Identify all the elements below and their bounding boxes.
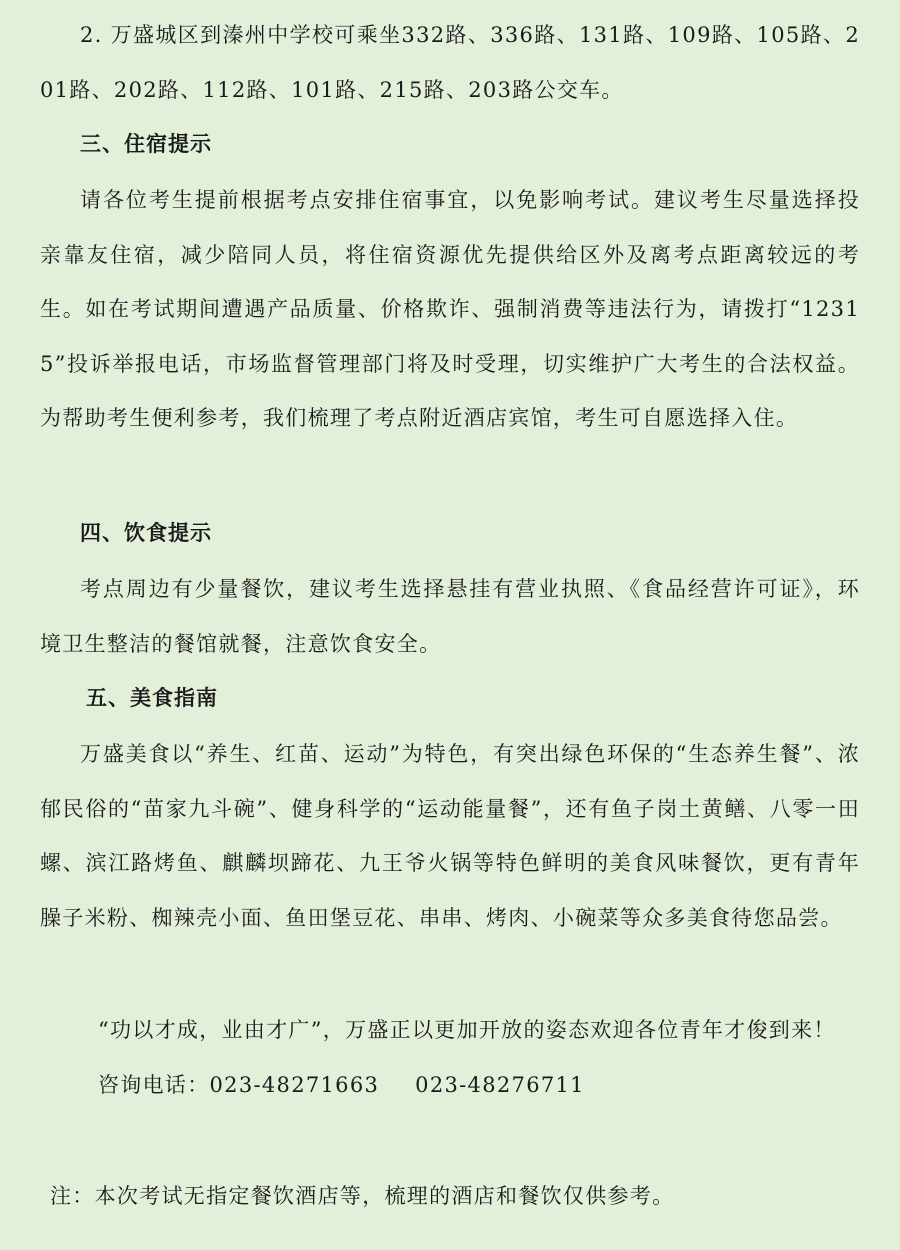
phone-label: 咨询电话： — [98, 1073, 210, 1097]
section-heading-food-guide: 五、美食指南 — [86, 686, 218, 710]
section-body-lodging: 请各位考生提前根据考点安排住宿事宜，以免影响考试。建议考生尽量选择投亲靠友住宿，减少陪同人员，将住宿资源优先提供给区外及离考点距离较远的考生。如在考试期间遭遇产品质量、价格欺诈、强制消费等违法行为，请拨打“12315”投诉举报电话，市场监督管理部门将及时受理，切实维护广大考生的合法权益。为帮助考生便利参考，我们梳理了考点附近酒店宾馆，考生可自愿选择入住。 — [40, 188, 860, 430]
contact-phone-line — [98, 1070, 585, 1100]
transport-bus-routes: 2. 万盛城区到溱州中学校可乘坐332路、336路、131路、109路、105路、201路、202路、112路、101路、215路、203路公交车。 — [40, 23, 860, 102]
section-body-dining: 考点周边有少量餐饮，建议考生选择悬挂有营业执照、《食品经营许可证》，环境卫生整洁的餐馆就餐，注意饮食安全。 — [40, 577, 860, 656]
phone-number-1: 023-48271663 — [209, 1073, 380, 1097]
section-heading-dining: 四、饮食提示 — [80, 521, 212, 545]
phone-number-2: 023-48276711 — [415, 1073, 585, 1097]
section-heading-lodging: 三、住宿提示 — [80, 132, 212, 156]
footnote: 注：本次考试无指定餐饮酒店等，梳理的酒店和餐饮仅供参考。 — [50, 1184, 675, 1208]
closing-slogan: “功以才成，业由才广”，万盛正以更加开放的姿态欢迎各位青年才俊到来！ — [98, 1018, 836, 1042]
section-body-food-guide: 万盛美食以“养生、红苗、运动”为特色，有突出绿色环保的“生态养生餐”、浓郁民俗的“苗家九斗碗”、健身科学的“运动能量餐”，还有鱼子岗土黄鳝、八零一田螺、滨江路烤鱼、麒麟坝蹄花、九王爷火锅等特色鲜明的美食风味餐饮，更有青年臊子米粉、椥辣壳小面、鱼田堡豆花、串串、烤肉、小碗菜等众多美食待您品尝。 — [40, 742, 860, 930]
